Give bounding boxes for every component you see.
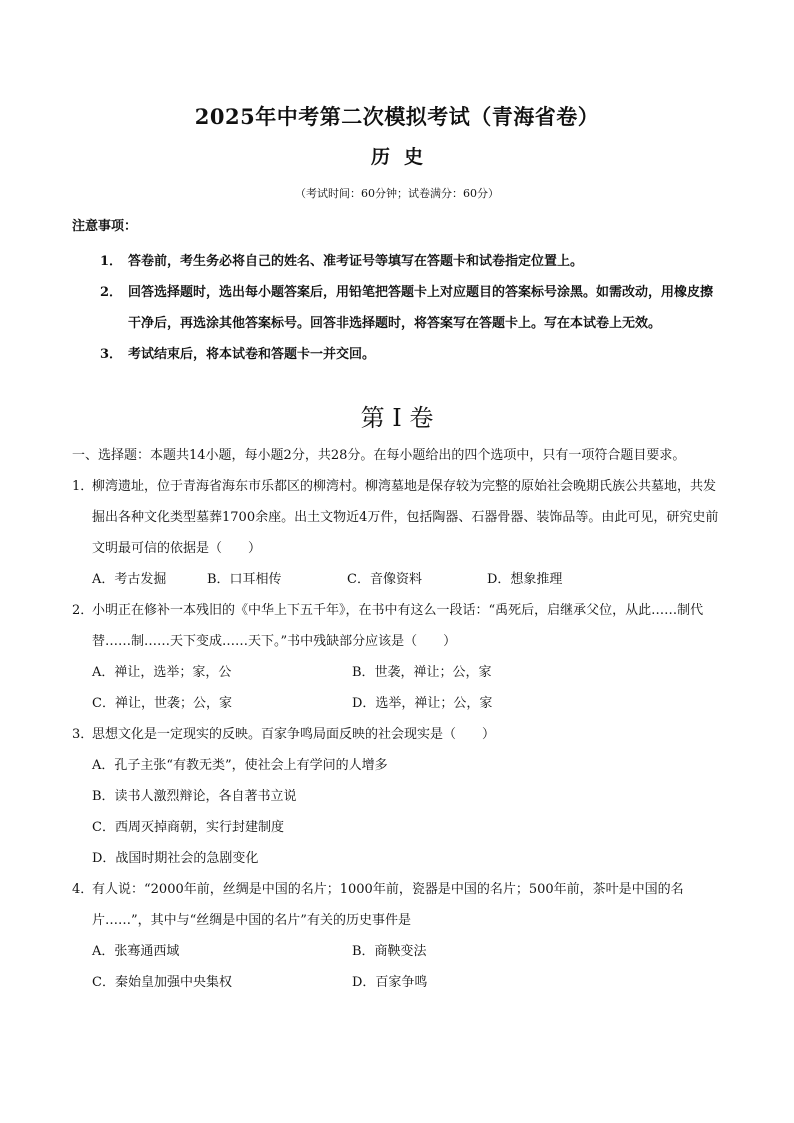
- notice-item-text: 答卷前，考生务必将自己的姓名、准考证号等填写在答题卡和试卷指定位置上。: [128, 254, 584, 269]
- question-1-options: [92, 564, 724, 595]
- notice-item-number: 1．: [99, 254, 122, 269]
- question-area: [72, 440, 724, 998]
- option-a[interactable]: A．张骞通西域: [92, 944, 180, 959]
- option-c[interactable]: C．音像资料: [347, 572, 422, 587]
- option-a[interactable]: A．禅让，选举；家，公: [92, 665, 232, 680]
- option-d[interactable]: D．百家争鸣: [352, 975, 428, 990]
- question-number: 3．: [72, 727, 94, 742]
- exam-subject: 历史: [370, 146, 437, 168]
- option-c[interactable]: C．西周灭掉商朝，实行封建制度: [92, 820, 284, 835]
- question-number: 4．: [72, 882, 94, 897]
- option-d[interactable]: D．选举，禅让；公，家: [352, 696, 493, 711]
- notice-item: [72, 339, 722, 370]
- option-a[interactable]: A．孔子主张“有教无类”，使社会上有学问的人增多: [92, 758, 388, 773]
- question-4-options: [92, 936, 724, 998]
- question-3-options: [92, 750, 724, 874]
- notice-item-text: 回答选择题时，选出每小题答案后，用铅笔把答题卡上对应题目的答案标号涂黑。如需改动，用橡皮擦干净后，再选涂其他答案标号。回答非选择题时，将答案写在答题卡上。写在本试卷上无效。: [128, 285, 714, 331]
- notice-item: [72, 277, 722, 339]
- option-a[interactable]: A．考古发掘: [92, 572, 167, 587]
- notice-list: [72, 246, 722, 370]
- notice-title: 注意事项：: [72, 219, 138, 234]
- question-3: [72, 719, 724, 750]
- exam-time-info: （考试时间：60分钟；试卷满分：60分）: [295, 187, 499, 200]
- option-b[interactable]: B．读书人激烈辩论，各自著书立说: [92, 789, 297, 804]
- question-stem: 思想文化是一定现实的反映。百家争鸣局面反映的社会现实是（ ）: [92, 727, 496, 742]
- option-c[interactable]: C．禅让，世袭；公，家: [92, 696, 232, 711]
- notice-item-number: 3．: [99, 347, 122, 362]
- question-2-options: [92, 657, 724, 719]
- notice-item: [72, 246, 722, 277]
- option-b[interactable]: B．世袭，禅让；公，家: [352, 665, 492, 680]
- exam-title: 2025年中考第二次模拟考试（青海省卷）: [194, 104, 600, 129]
- question-2: [72, 595, 724, 657]
- option-b[interactable]: B．商鞅变法: [352, 944, 427, 959]
- question-stem: 柳湾遗址，位于青海省海东市乐都区的柳湾村。柳湾墓地是保存较为完整的原始社会晚期氏族公共墓地，共发掘出各种文化类型墓葬1700余座。出土文物近4万件，包括陶器、石器骨器、装饰品等。由此可见，研究史前文明最可信的依据是（ ）: [92, 479, 719, 556]
- question-number: 2．: [72, 603, 94, 618]
- option-d[interactable]: D．想象推理: [487, 572, 563, 587]
- option-b[interactable]: B．口耳相传: [207, 572, 282, 587]
- question-stem: 小明正在修补一本残旧的《中华上下五千年》，在书中有这么一段话：“禹死后，启继承父位，从此……制代替……制……天下变成……天下。”书中残缺部分应该是（ ）: [92, 603, 704, 649]
- option-d[interactable]: D．战国时期社会的急剧变化: [92, 851, 259, 866]
- part-one-intro: 一、选择题：本题共14小题，每小题2分，共28分。在每小题给出的四个选项中，只有一项符合题目要求。: [72, 448, 686, 463]
- notice-item-number: 2．: [99, 285, 122, 300]
- question-4: [72, 874, 724, 936]
- option-c[interactable]: C．秦始皇加强中央集权: [92, 975, 232, 990]
- question-stem: 有人说：“2000年前，丝绸是中国的名片；1000年前，瓷器是中国的名片；500年前，茶叶是中国的名片……”，其中与“丝绸是中国的名片”有关的历史事件是: [92, 882, 684, 928]
- question-number: 1．: [72, 479, 94, 494]
- question-1: [72, 471, 724, 564]
- notice-item-text: 考试结束后，将本试卷和答题卡一并交回。: [128, 347, 376, 362]
- section-title: 第 I 卷: [360, 404, 434, 432]
